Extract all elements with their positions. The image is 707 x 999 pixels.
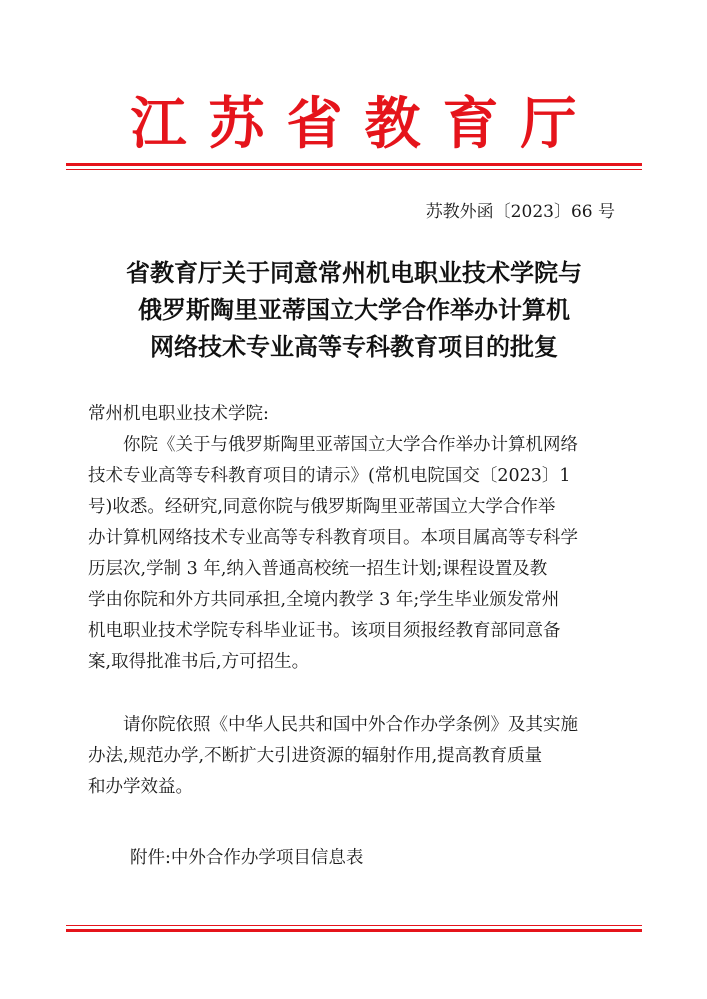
paragraph-line: 学由你院和外方共同承担,全境内教学 3 年;学生毕业颁发常州 (88, 590, 560, 610)
paragraph-line: 办法,规范办学,不断扩大引进资源的辐射作用,提高教育质量 (88, 746, 543, 766)
paragraph-line: 机电职业技术学院专科毕业证书。该项目须报经教育部同意备 (88, 621, 561, 641)
paragraph-line: 你院《关于与俄罗斯陶里亚蒂国立大学合作举办计算机网络 (123, 435, 578, 455)
title-line: 省教育厅关于同意常州机电职业技术学院与 (126, 258, 582, 287)
header-rule-thick (66, 163, 642, 166)
footer-rule-thick (66, 929, 642, 932)
paragraph-line: 号)收悉。经研究,同意你院与俄罗斯陶里亚蒂国立大学合作举 (88, 497, 556, 517)
paragraph-line: 历层次,学制 3 年,纳入普通高校统一招生计划;课程设置及教 (88, 559, 548, 579)
paragraph-line: 请你院依照《中华人民共和国中外合作办学条例》及其实施 (123, 715, 578, 735)
title-line: 网络技术专业高等专科教育项目的批复 (150, 332, 558, 361)
body-paragraph-2 (88, 710, 620, 803)
title-line: 俄罗斯陶里亚蒂国立大学合作举办计算机 (138, 295, 570, 324)
agency-masthead: 江苏省教育厅 (130, 91, 599, 157)
body-paragraph-1 (88, 430, 620, 678)
attachment-note: 附件:中外合作办学项目信息表 (130, 848, 364, 868)
paragraph-line: 技术专业高等专科教育项目的请示》(常机电院国交〔2023〕1 (88, 466, 571, 486)
document-title (70, 254, 638, 365)
paragraph-line: 和办学效益。 (88, 777, 193, 797)
footer-rule-thin (66, 925, 642, 926)
addressee: 常州机电职业技术学院: (88, 404, 269, 424)
header-rule-thin (66, 169, 642, 170)
paragraph-line: 案,取得批准书后,方可招生。 (88, 652, 310, 672)
paragraph-line: 办计算机网络技术专业高等专科教育项目。本项目属高等专科学 (88, 528, 578, 548)
document-number: 苏教外函〔2023〕66 号 (425, 202, 615, 222)
